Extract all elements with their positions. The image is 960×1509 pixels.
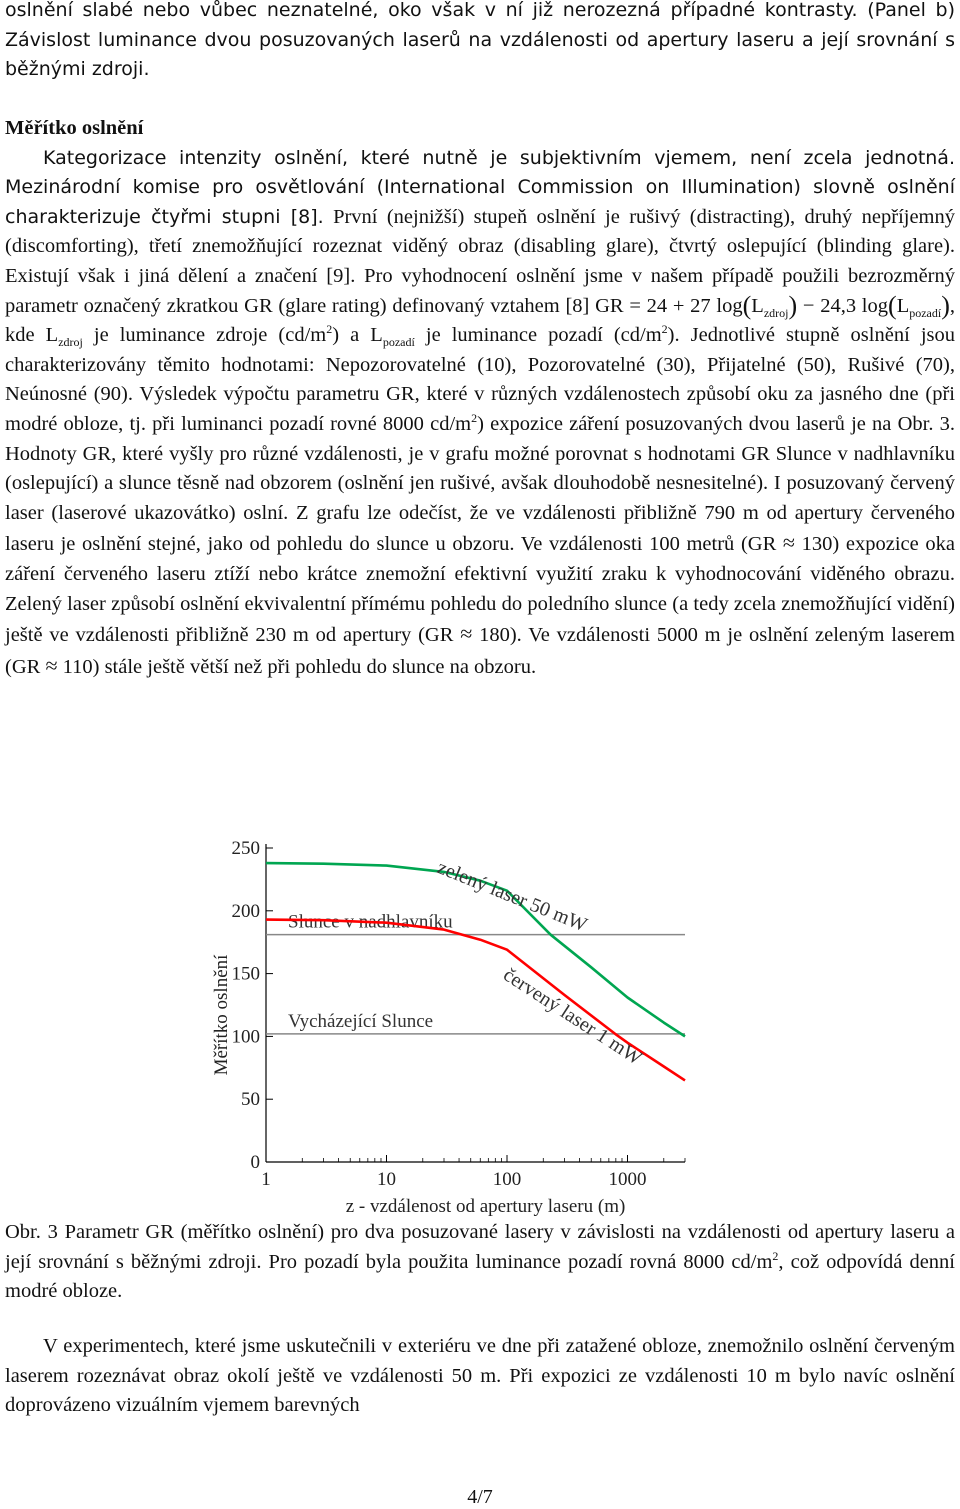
caption-text-b: , což odpovídá denní modré obloze. — [5, 1250, 955, 1303]
experiment-text: V experimentech, které jsme uskutečnili v exteriéru ve dne při zatažené obloze, znemožnilo oslnění červeným laserem rozeznávat obraz okolí ještě ve vzdálenosti 50 m. Při expozici ze vzdálenosti 10 m bylo navíc oslnění doprovázeno vizuálním vjemem barevných — [5, 1335, 955, 1417]
y-tick-label: 0 — [250, 1152, 260, 1173]
section-text-d: Pro vyhodnocení oslnění jsme v našem případě použili bezrozměrný parametr označený zkratkou GR (glare rating) definovaný vztahem [8] — [5, 264, 956, 317]
y-tick-label: 100 — [231, 1026, 260, 1048]
y-tick-label: 50 — [241, 1089, 260, 1111]
y-tick-label: 150 — [231, 963, 260, 985]
x-tick-label: 100 — [492, 1169, 522, 1190]
figure-caption: Obr. 3 Parametr GR (měřítko oslnění) pro dva posuzované lasery v závislosti na vzdálenosti od apertury laseru a její srovnání s běžnými zdroji. Pro pozadí byla použita luminance pozadí rovná 8000 $cd/m^2$, což odpovídá denní modré obloze. — [5, 1221, 955, 1303]
caption-text-a: Parametr GR (měřítko oslnění) pro dva posuzované lasery v závislosti na vzdálenosti od apertury laseru a její srovnání s běžnými zdroji. Pro pozadí byla použita luminance pozadí rovná 8000 cd/m — [5, 1221, 955, 1273]
x-tick-label: 1000 — [608, 1169, 647, 1190]
reference-label: Vycházející Slunce — [288, 1010, 434, 1032]
section-text-c: Existují však i jiná dělení a značení [9]. — [5, 264, 356, 287]
y-axis-label: Měřítko oslnění — [211, 954, 232, 1076]
glare-rating-chart — [200, 832, 700, 1218]
section-text-b: První (nejnižší) stupeň oslnění je rušivý (distracting), druhý nepříjemný (discomforting), třetí znemožňující rozeznat viděný obraz (disabling glare), čtvrtý oslepující (blinding glare). — [5, 205, 955, 258]
reference-label: Slunce v nadhlavníku — [288, 911, 453, 933]
x-axis-label: z - vzdálenost od apertury laseru (m) — [345, 1196, 626, 1217]
caption-prefix: Obr. 3 — [5, 1221, 58, 1243]
series-label: červený laser 1 mW — [499, 963, 646, 1070]
intro-text: oslnění slabé nebo vůbec neznatelné, oko však v ní již nerozezná případné kontrasty. (Panel b) Závislost luminance dvou posuzovaných laserů na vzdálenosti od apertury laseru a její srovnání s běžnými zdroji. — [5, 0, 955, 81]
x-tick-label: 1 — [261, 1169, 271, 1190]
x-tick-label: 10 — [377, 1169, 397, 1190]
section-text-a: Mezinárodní komise pro osvětlování (International Commission on Illumination) slovně oslnění charakterizuje čtyřmi stupni [8]. — [5, 176, 955, 228]
experiment-paragraph — [5, 1332, 955, 1421]
y-tick-label: 200 — [231, 900, 260, 922]
glare-section: Měřítko oslnění Kategorizace intenzity oslnění, které nutně je subjektivním vjemem, není zcela jednotná. Mezinárodní komise pro osvětlování (International Commission on Illumination) slovně oslnění charakterizuje čtyřmi stupni [8]. První (nejnižší) stupeň oslnění je rušivý (distracting), druhý nepříjemný (discomforting), třetí znemožňující rozeznat viděný obraz (disabling glare), čtvrtý oslepující (blinding glare). Existují však i jiná dělení a značení [9]. Pro vyhodnocení oslnění jsme v našem případě použili bezrozměrný parametr označený zkratkou GR (glare rating) definovaný vztahem [8] GR = 24 + 27 $\log(L_{zdroj}) - 24,3$ $\log(L_{pozadí})$, kde $L_{zdroj}$ je luminance zdroje $(cd/m^2)$ a $L_{pozadí}$ je luminance pozadí $(cd/m^2)$. Jednotlivé stupně oslnění jsou charakterizovány těmito hodnotami: Nepozorovatelné (10), Pozorovatelné (30), Přijatelné (50), Rušivé (70), Neúnosné (90). Výsledek výpočtu parametru GR, které v různých vzdálenostech způsobí oku za jasného dne (při modré obloze, tj. při luminanci pozadí rovné 8000 $cd/m^2$) expozice záření posuzovaných dvou laserů je na Obr. 3. Hodnoty GR, které vyšly pro různé vzdálenosti, je v grafu možné porovnat s hodnotami GR Slunce v nadhlavníku (oslepující) a slunce těsně nad obzorem (oslnění jen rušivé, avšak dlouhodobě nesnesitelné). I posuzovaný červený laser (laserové ukazovátko) oslní. Z grafu lze odečíst, že ve vzdálenosti přibližně 790 m od apertury červeného laseru je oslnění stejné, jako od pohledu do slunce u obzoru. Ve vzdálenosti 100 metrů (GR ≈ 130) expozice oka záření červeného laseru ztíží nebo krátce znemožní efektivní využití zraku k vyhodnocování viděného obrazu. Zelený laser způsobí oslnění ekvivalentní přímému pohledu do poledního slunce (a tedy zcela znemožňující vidění) ještě ve vzdálenosti přibližně 230 m od apertury (GR ≈ 180). Ve vzdálenosti 5000 m je oslnění zeleným laserem (GR ≈ 110) stále ještě větší než při pohledu do slunce na obzoru. — [5, 117, 956, 678]
y-tick-label: 250 — [231, 838, 260, 859]
page-number: 4/7 — [467, 1486, 493, 1508]
gr-formula: GR = 24 + 27 $\log(L_{zdroj}) - 24,3$ $\log(L_{pozadí})$, — [595, 290, 956, 320]
section-heading: Měřítko oslnění — [5, 117, 144, 139]
intro-paragraph — [5, 0, 955, 85]
section-lead: Kategorizace intenzity oslnění, které nutně je subjektivním vjemem, není zcela jednotná. — [43, 146, 955, 169]
series-label: zelený laser 50 mW — [434, 856, 591, 937]
